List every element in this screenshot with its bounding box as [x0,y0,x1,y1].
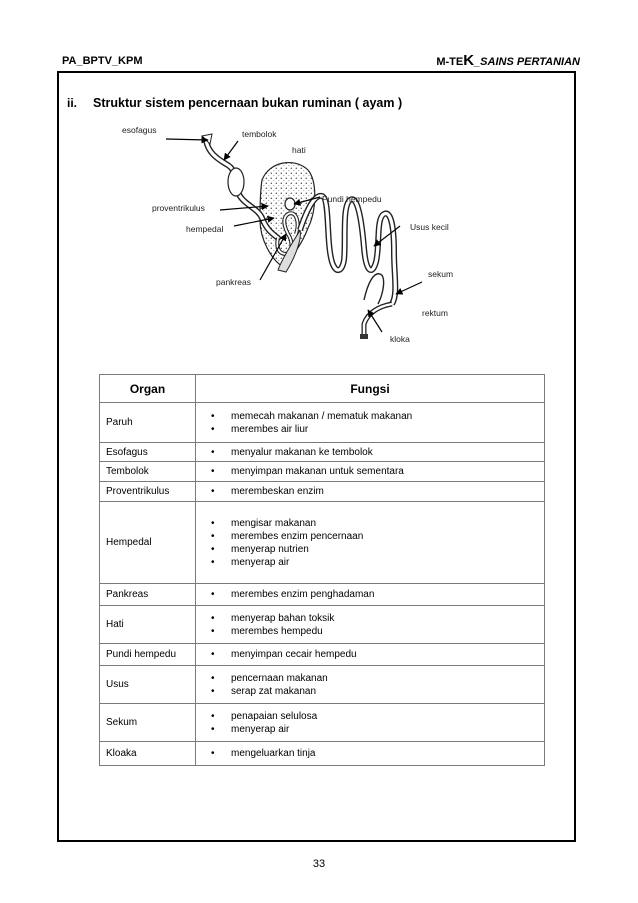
fungsi-item: • menyimpan makanan untuk sementara [202,465,538,478]
table-row [100,644,545,666]
organ-function-table [99,374,545,766]
table-row [100,704,545,742]
label-esofagus: esofagus [122,125,157,135]
ceca-shape [364,274,384,304]
fungsi-item: • menyerap air [202,723,538,736]
organ-cell: Proventrikulus [100,482,196,502]
section-title: Struktur sistem pencernaan bukan ruminan ( ayam ) [93,96,403,110]
organ-cell: Hempedal [100,502,196,584]
organ-cell: Pankreas [100,584,196,606]
fungsi-cell [196,584,545,606]
label-kloka: kloka [390,334,410,344]
table-row [100,462,545,482]
label-hempedal: hempedal [186,224,224,234]
fungsi-cell [196,462,545,482]
table-row [100,666,545,704]
fungsi-cell [196,704,545,742]
header-fungsi: Fungsi [196,375,545,403]
organ-cell: Tembolok [100,462,196,482]
header-right-suffix: _SAINS PERTANIAN [474,56,580,68]
table-row [100,742,545,766]
label-tembolok: tembolok [242,129,277,139]
table-row [100,502,545,584]
fungsi-item: • menyalur makanan ke tembolok [202,446,538,459]
header-left: PA_BPTV_KPM [62,55,143,67]
fungsi-item: • menyerap bahan toksik [202,612,538,625]
label-proventrikulus: proventrikulus [152,203,205,213]
cloaca-shape [360,334,368,339]
fungsi-item: • merembes enzim pencernaan [202,530,538,543]
fungsi-item: • menyerap nutrien [202,543,538,556]
fungsi-cell [196,742,545,766]
fungsi-item: • pencernaan makanan [202,672,538,685]
label-pundi-hempedu: Pundi hempedu [322,194,382,204]
fungsi-item: • serap zat makanan [202,685,538,698]
fungsi-item: • merembeskan enzim [202,485,538,498]
label-usus-kecil: Usus kecil [410,222,449,232]
organ-cell: Esofagus [100,443,196,462]
fungsi-item: • merembes hempedu [202,625,538,638]
table-header-row [100,375,545,403]
sekum-leader [396,282,422,294]
organ-cell: Kloaka [100,742,196,766]
organ-cell: Pundi hempedu [100,644,196,666]
table-row [100,584,545,606]
fungsi-item: • merembes air liur [202,423,538,436]
small-intestine-shape [300,196,395,304]
organ-cell: Paruh [100,403,196,443]
fungsi-cell [196,666,545,704]
header-organ: Organ [100,375,196,403]
table-row [100,403,545,443]
label-sekum: sekum [428,269,454,279]
table-row [100,606,545,644]
label-pankreas: pankreas [216,277,251,287]
fungsi-cell [196,403,545,443]
kloka-leader [368,310,382,332]
table-row [100,482,545,502]
fungsi-item: • mengeluarkan tinja [202,747,538,760]
table-row [100,443,545,462]
label-rektum: rektum [422,308,448,318]
label-hati: hati [292,145,306,155]
fungsi-cell [196,502,545,584]
fungsi-item: • merembes enzim penghadaman [202,588,538,601]
digestive-system-diagram [110,122,470,348]
organ-cell: Hati [100,606,196,644]
fungsi-item: • mengisar makanan [202,517,538,530]
organ-cell: Sekum [100,704,196,742]
tembolok-leader [224,141,238,160]
header-right-big: K [463,52,475,69]
header-right-prefix: M-TE [436,56,464,68]
page-number: 33 [312,858,326,870]
fungsi-item: • menyerap air [202,556,538,569]
header-right [436,52,580,69]
fungsi-item: • penapaian selulosa [202,710,538,723]
fungsi-item: • menyimpan cecair hempedu [202,648,538,661]
fungsi-cell [196,443,545,462]
fungsi-cell [196,482,545,502]
crop-shape [228,168,244,196]
fungsi-item: • memecah makanan / mematuk makanan [202,410,538,423]
organ-cell: Usus [100,666,196,704]
section-number: ii. [67,96,78,110]
gall-bladder-shape [285,198,295,210]
fungsi-cell [196,606,545,644]
fungsi-cell [196,644,545,666]
esofagus-leader [166,139,208,140]
